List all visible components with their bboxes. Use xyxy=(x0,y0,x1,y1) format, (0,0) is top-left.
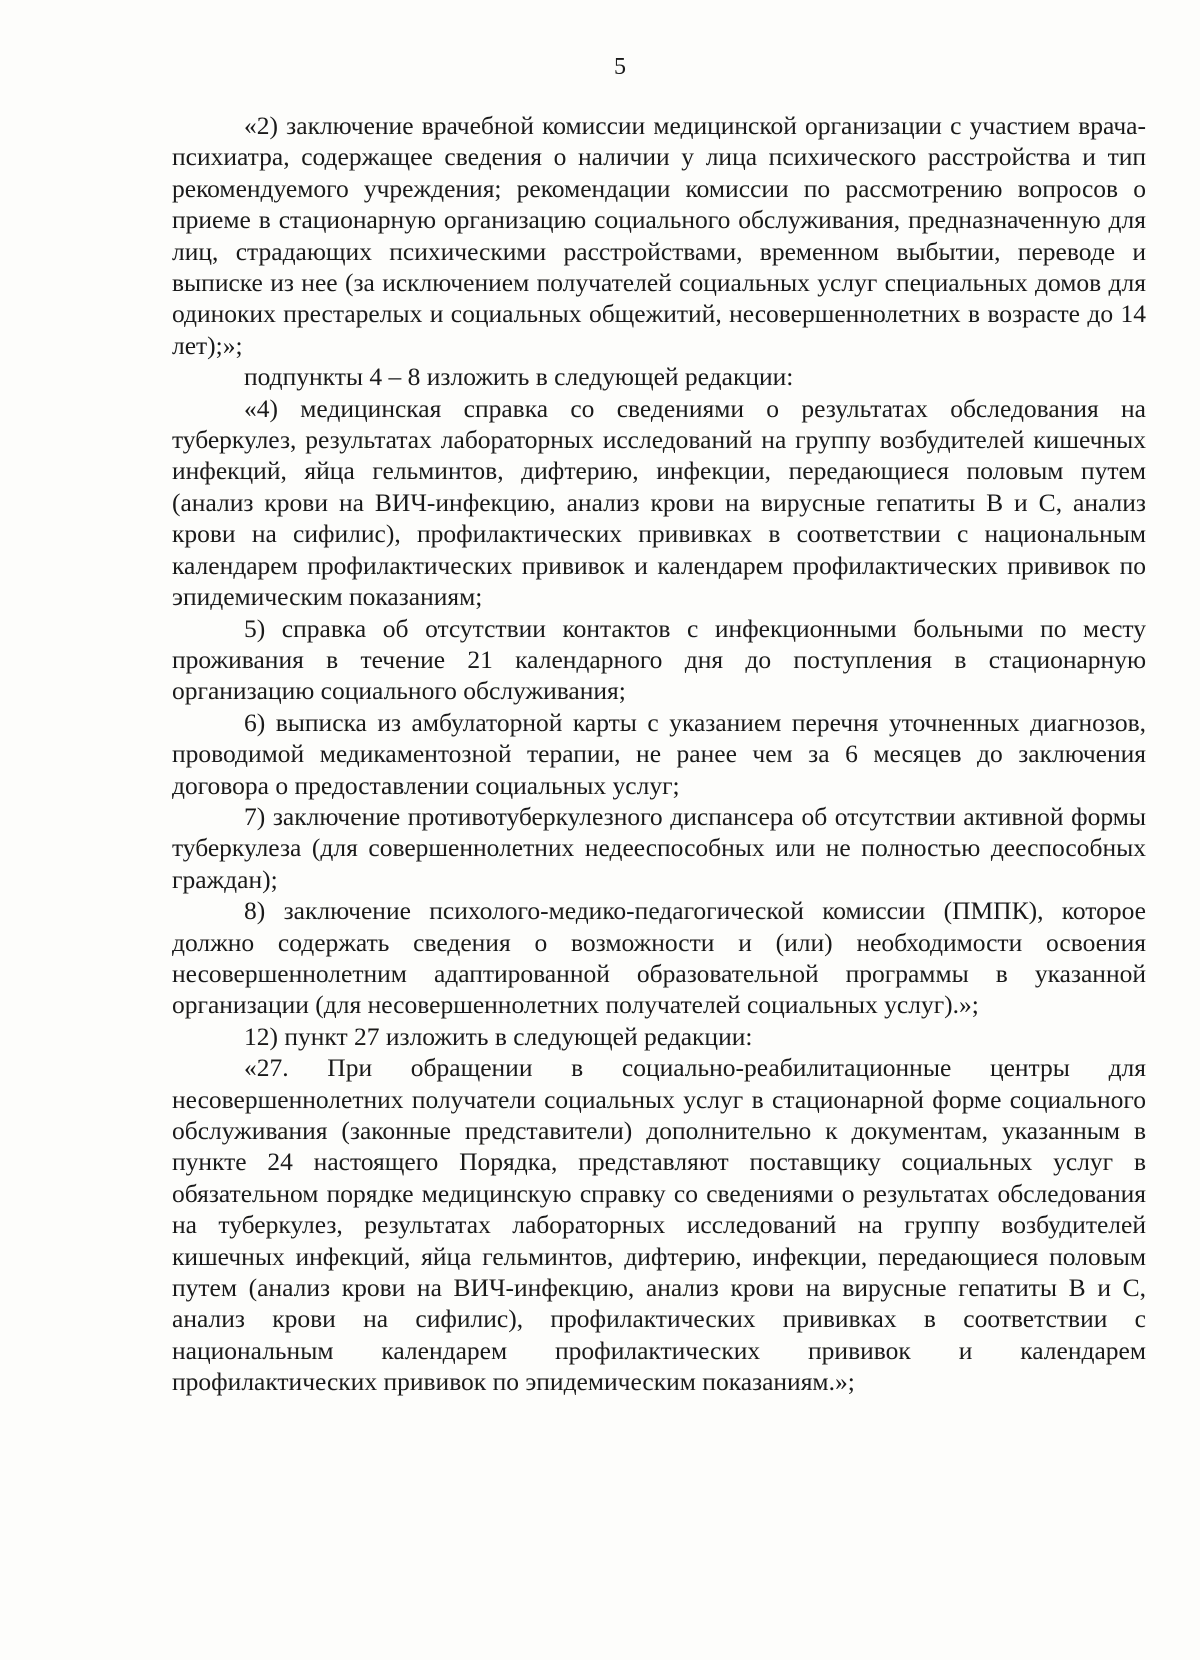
document-body xyxy=(172,110,1146,1398)
paragraph-item-6: 6) выписка из амбулаторной карты с указанием перечня уточненных диагнозов, проводимой медикаментозной терапии, не ранее чем за 6 месяцев до заключения договора о предоставлении социальных услуг; xyxy=(172,707,1146,800)
page-number: 5 xyxy=(614,54,626,80)
paragraph-clause-27: «27. При обращении в социально-реабилитационные центры для несовершеннолетних получатели социальных услуг в стационарной форме социального обслуживания (законные представители) дополнительно к документам, указанным в пункте 24 настоящего Порядка, представляют поставщику социальных услуг в обязательном порядке медицинскую справку со сведениями о результатах обследования на туберкулез, результатах лабораторных исследований на группу возбудителей кишечных инфекций, яйца гельминтов, дифтерию, инфекции, передающиеся половым путем (анализ крови на ВИЧ-инфекцию, анализ крови на вирусные гепатиты В и С, анализ крови на сифилис), профилактических прививках в соответствии с национальным календарем профилактических прививок и календарем профилактических прививок по эпидемическим показаниям.»; xyxy=(172,1053,1146,1397)
paragraph-item-12: 12) пункт 27 изложить в следующей редакции: xyxy=(244,1021,753,1051)
paragraph-item-7: 7) заключение противотуберкулезного диспансера об отсутствии активной формы туберкулеза (для совершеннолетних недееспособных или не полностью дееспособных граждан); xyxy=(172,801,1146,894)
paragraph-item-4: «4) медицинская справка со сведениями о результатах обследования на туберкулез, результатах лабораторных исследований на группу возбудителей кишечных инфекций, яйца гельминтов, дифтерию, инфекции, передающиеся половым путем (анализ крови на ВИЧ-инфекцию, анализ крови на вирусные гепатиты В и С, анализ крови на сифилис), профилактических прививках в соответствии с национальным календарем профилактических прививок и календарем профилактических прививок по эпидемическим показаниям; xyxy=(172,393,1146,612)
paragraph-item-5: 5) справка об отсутствии контактов с инфекционными больными по месту проживания в течение 21 календарного дня до поступления в стационарную организацию социального обслуживания; xyxy=(172,613,1146,706)
paragraph-item-8: 8) заключение психолого-медико-педагогической комиссии (ПМПК), которое должно содержать сведения о возможности и (или) необходимости освоения несовершеннолетним адаптированной образовательной программы в указанной организации (для несовершеннолетних получателей социальных услуг).»; xyxy=(172,896,1146,1020)
paragraph-subpoints-intro: подпункты 4 – 8 изложить в следующей редакции: xyxy=(244,362,794,392)
paragraph-item-2: «2) заключение врачебной комиссии медицинской организации с участием врача-психиатра, содержащее сведения о наличии у лица психического расстройства и тип рекомендуемого учреждения; рекомендации комиссии по рассмотрению вопросов о приеме в стационарную организацию социального обслуживания, предназначенную для лиц, страдающих психическими расстройствами, временном выбытии, переводе и выписке из нее (за исключением получателей социальных услуг специальных домов для одиноких престарелых и социальных общежитий, несовершеннолетних в возрасте до 14 лет);»; xyxy=(172,111,1146,360)
